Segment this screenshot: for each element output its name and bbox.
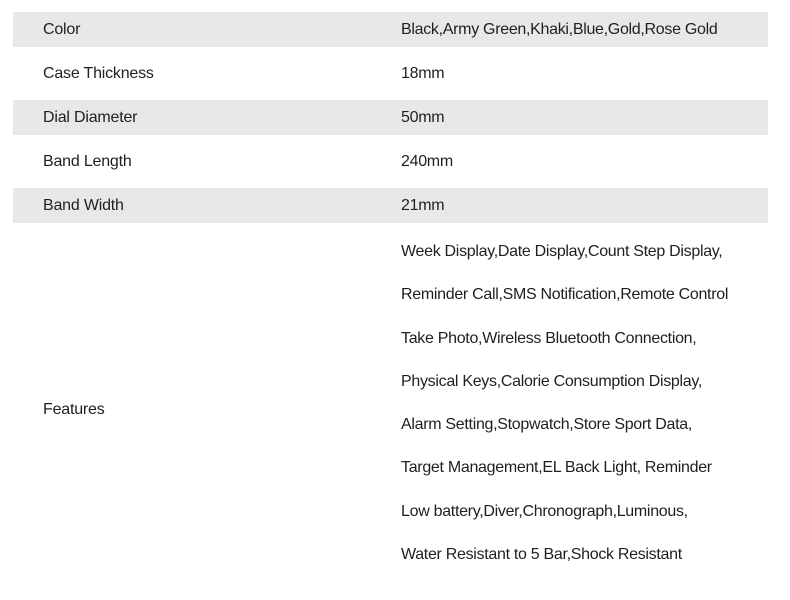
feature-line: Target Management,EL Back Light, Reminder: [401, 459, 712, 477]
feature-line: Physical Keys,Calorie Consumption Display,: [401, 372, 703, 390]
feature-line: Week Display,Date Display,Count Step Display,: [401, 243, 723, 260]
spec-value: 18mm: [401, 64, 445, 82]
spec-row-band-length: [13, 144, 768, 179]
spec-row-band-width: [13, 188, 768, 223]
spec-value: Black,Army Green,Khaki,Blue,Gold,Rose Gold: [401, 20, 718, 38]
feature-line: Alarm Setting,Stopwatch,Store Sport Data,: [401, 416, 692, 433]
feature-line: Water Resistant to 5 Bar,Shock Resistant: [401, 545, 682, 563]
spec-label: Features: [43, 400, 105, 418]
spec-row-case-thickness: [13, 56, 768, 91]
spec-value: 50mm: [401, 108, 445, 126]
spec-row-features: [13, 232, 768, 587]
spec-value: 21mm: [401, 196, 445, 214]
feature-line: Take Photo,Wireless Bluetooth Connection,: [401, 329, 697, 347]
spec-label: Dial Diameter: [43, 108, 138, 126]
spec-table: [13, 12, 768, 587]
spec-row-dial-diameter: [13, 100, 768, 135]
spec-value: 240mm: [401, 152, 453, 170]
spec-label: Band Width: [43, 196, 124, 214]
spec-label: Color: [43, 20, 81, 38]
feature-list: [401, 232, 768, 587]
spec-label: Band Length: [43, 152, 132, 170]
spec-row-color: [13, 12, 768, 47]
spec-label: Case Thickness: [43, 64, 154, 82]
feature-line: Reminder Call,SMS Notification,Remote Control: [401, 286, 729, 304]
feature-line: Low battery,Diver,Chronograph,Luminous,: [401, 502, 688, 520]
